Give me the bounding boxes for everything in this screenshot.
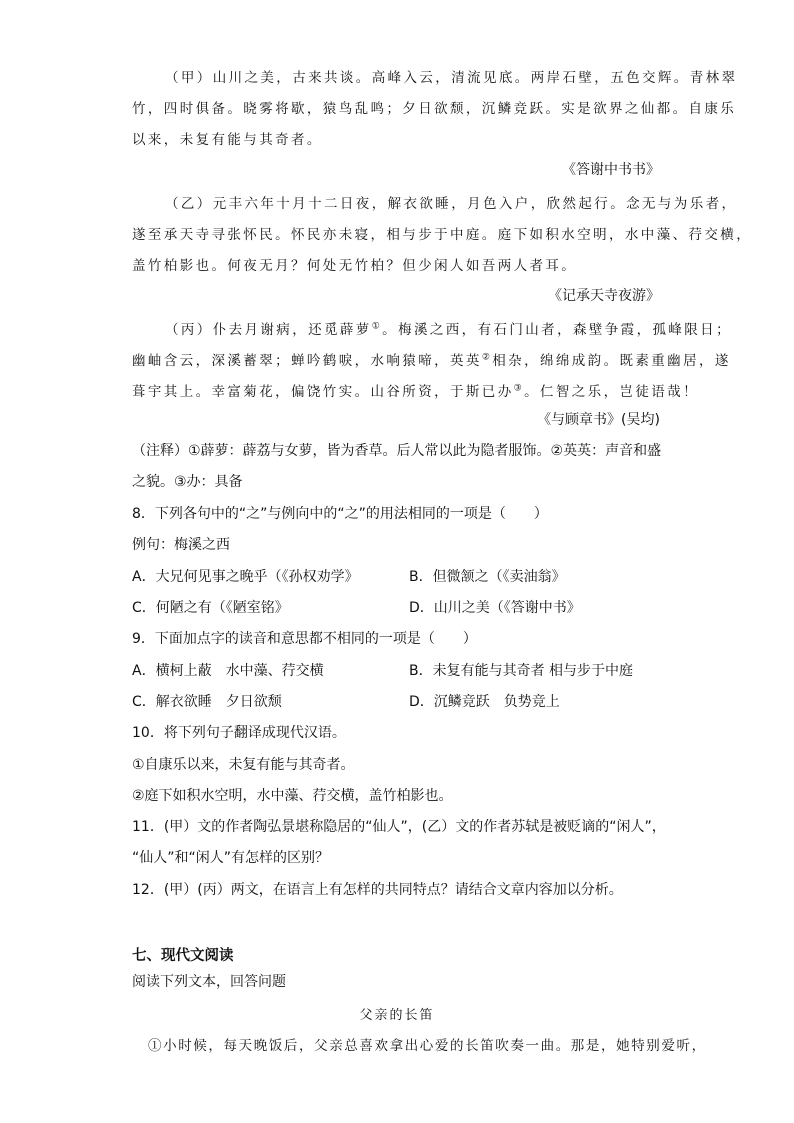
question-9-option-c: C．解衣欲睡 夕日欲颓 <box>132 694 282 710</box>
question-9-option-d: D．沉鳞竞跃 负势竞上 <box>409 694 560 710</box>
annotation-line1: （注释）①薜萝：薜荔与女萝，皆为香草。后人常以此为隐者服饰。②英英：声音和盛 <box>132 443 662 459</box>
question-8-option-c: C．何陋之有（《陋室铭》 <box>132 600 289 616</box>
passage-yi-line2: 遂至承天寺寻张怀民。怀民亦未寝，相与步于中庭。庭下如积水空明，水中藻、荇交横， <box>132 227 753 243</box>
question-11-line2: “仙人”和“闲人”有怎样的区别？ <box>132 850 330 866</box>
question-9-option-b: B．未复有能与其奇者 相与步于中庭 <box>409 663 634 679</box>
modern-text-paragraph-1: ①小时候，每天晚饭后，父亲总喜欢拿出心爱的长笛吹奏一曲。那是，她特别爱听， <box>148 1038 707 1054</box>
question-11-line1: 11．(甲）文的作者陶弘景堪称隐居的“仙人”，(乙）文的作者苏轼是被贬谪的“闲人”， <box>132 819 666 835</box>
passage-jia-line1: （甲）山川之美，古来共谈。高峰入云，清流见底。两岸石壁，五色交辉。青林翠 <box>165 70 738 86</box>
passage-yi-line3: 盖竹柏影也。何夜无月？何处无竹柏？但少闲人如吾两人者耳。 <box>132 258 578 274</box>
passage-jia-line2: 竹，四时俱备。晓雾将歇，猿鸟乱鸣；夕日欲颓，沉鳞竞跃。实是欲界之仙都。自康乐 <box>132 101 737 117</box>
question-8-option-d: D．山川之美（《答谢中书》 <box>409 600 581 616</box>
modern-text-title: 父亲的长笛 <box>359 1008 435 1023</box>
passage-bing-line1: （丙）仆去月谢病，还觅薜萝①。梅溪之西，有石门山者，森壁争霞，孤峰限日； <box>165 321 732 338</box>
question-12: 12．(甲）(丙）两文，在语言上有怎样的共同特点？请结合文章内容加以分析。 <box>132 882 623 898</box>
footnote-marker: ① <box>371 321 383 332</box>
section-7-heading: 七、现代文阅读 <box>132 948 234 964</box>
question-10-sentence-2: ②庭下如积水空明，水中藻、荇交横，盖竹柏影也。 <box>132 788 453 804</box>
passage-bing-line2: 幽岫含云，深溪蓄翠；蝉吟鹤唳，水响猿啼，英英②相杂，绵绵成韵。既素重幽居，遂 <box>132 352 731 369</box>
question-9-stem: 9．下面加点字的读音和意思都不相同的一项是（ ） <box>132 631 477 647</box>
question-9-option-a: A．横柯上蔽 水中藻、荇交横 <box>132 663 324 679</box>
passage-yi-source: 《记承天寺夜游》 <box>548 288 660 304</box>
question-8-option-b: B．但微颔之（《卖油翁》 <box>409 569 566 585</box>
annotation-line2: 之貌。③办：具备 <box>132 474 243 490</box>
question-8-stem: 8．下列各句中的“之”与例向中的“之”的用法相同的一项是（ ） <box>132 506 548 522</box>
question-8-example: 例句：梅溪之西 <box>132 537 230 553</box>
question-8-option-a: A．大兄何见事之晚乎（《孙权劝学》 <box>132 569 359 585</box>
passage-jia-line3: 以来，未复有能与其奇者。 <box>132 132 323 148</box>
footnote-marker: ③ <box>513 383 525 394</box>
question-10-stem: 10．将下列句子翻译成现代汉语。 <box>132 725 346 741</box>
question-10-sentence-1: ①自康乐以来，未复有能与其奇者。 <box>132 757 355 773</box>
section-7-instruction: 阅读下列文本，回答问题 <box>132 974 286 990</box>
passage-yi-line1: （乙）元丰六年十月十二日夜，解衣欲睡，月色入户，欣然起行。念无与为乐者， <box>165 196 738 212</box>
passage-bing-line3: 葺宇其上。幸富菊花，偏饶竹实。山谷所资，于斯已办③。仁智之乐，岂徒语哉！ <box>132 383 699 400</box>
passage-jia-source: 《答谢中书书》 <box>562 162 660 178</box>
footnote-marker: ② <box>481 352 493 363</box>
passage-bing-source: 《与顾章书》(吴均) <box>537 412 660 428</box>
